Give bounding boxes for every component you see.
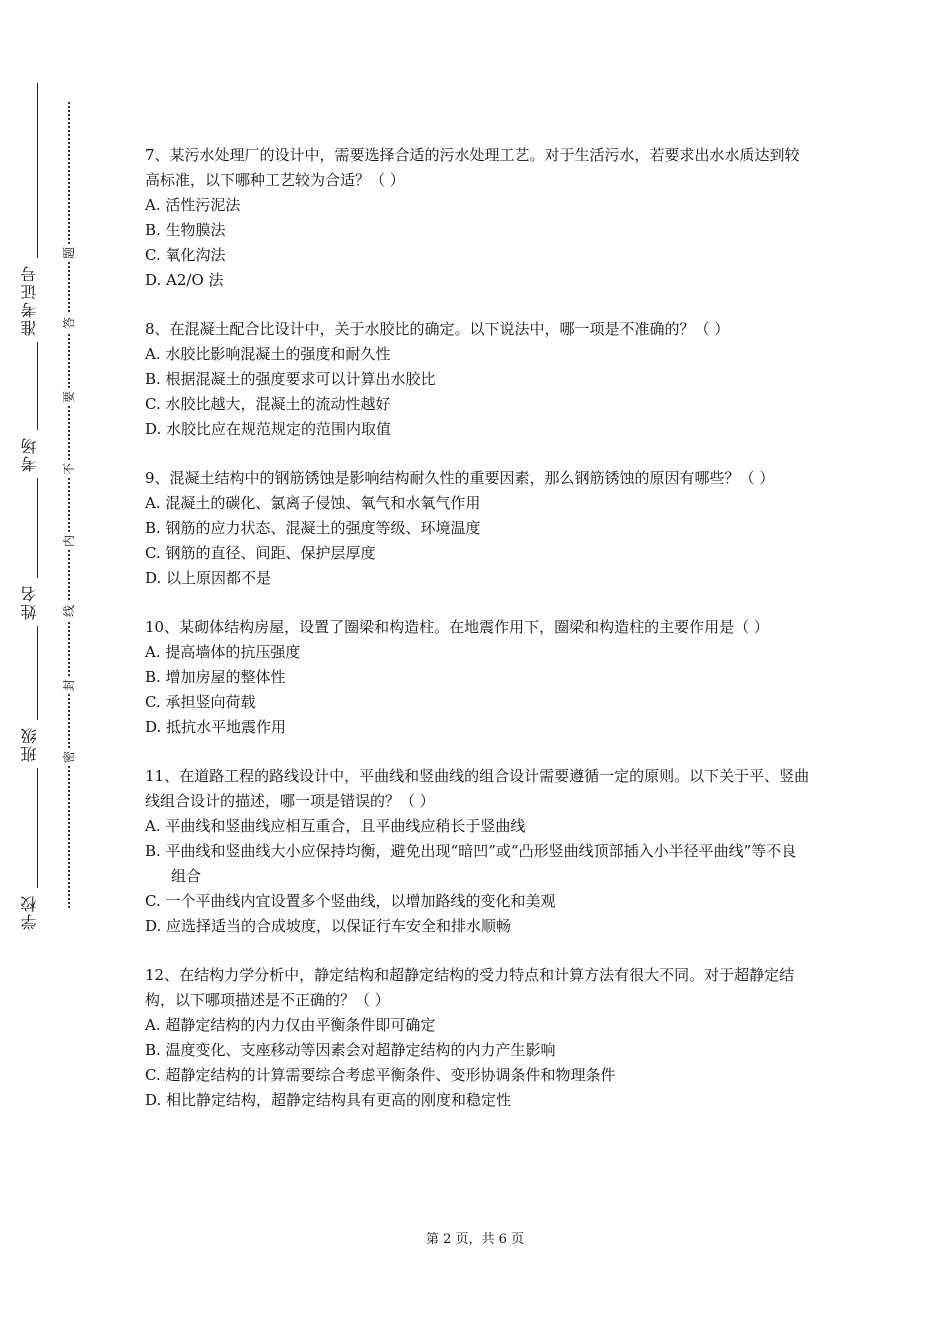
option-d: D. 应选择适当的合成坡度，以保证行车安全和排水顺畅 [145, 917, 512, 935]
question-stem: 11、在道路工程的路线设计中，平曲线和竖曲线的组合设计需要遵循一定的原则。以下关于平、竖曲线组合设计的描述，哪一项是错误的？（ ） [145, 767, 810, 810]
seal-char: 答 [60, 314, 78, 332]
option-b: B. 根据混凝土的强度要求可以计算出水胶比 [145, 370, 436, 388]
binding-field-class: 班级 [22, 720, 52, 768]
seal-char: 题 [60, 244, 78, 262]
option-a: A. 活性污泥法 [145, 196, 241, 214]
option-d: D. A2/O 法 [145, 271, 224, 289]
option-a: A. 水胶比影响混凝土的强度和耐久性 [145, 345, 391, 363]
binding-field-exam-number: 准考证号 [22, 258, 52, 342]
option-c: C. 一个平曲线内宜设置多个竖曲线，以增加路线的变化和美观 [145, 892, 556, 910]
seal-char: 内 [60, 532, 78, 550]
option-a: A. 平曲线和竖曲线应相互重合，且平曲线应稍长于竖曲线 [145, 817, 526, 835]
option-b: B. 钢筋的应力状态、混凝土的强度等级、环境温度 [145, 519, 481, 537]
question-stem: 8、在混凝土配合比设计中，关于水胶比的确定。以下说法中，哪一项是不准确的？（ ） [145, 320, 730, 338]
option-a: A. 提高墙体的抗压强度 [145, 643, 301, 661]
option-d: D. 水胶比应在规范规定的范围内取值 [145, 420, 392, 438]
question-8 [145, 317, 810, 442]
seal-char: 封 [60, 676, 78, 694]
question-stem: 12、在结构力学分析中，静定结构和超静定结构的受力特点和计算方法有很大不同。对于超静定结构，以下哪项描述是不正确的？（ ） [145, 966, 795, 1009]
option-c: C. 承担竖向荷载 [145, 693, 256, 711]
binding-solid-line [37, 83, 38, 925]
option-c: C. 钢筋的直径、间距、保护层厚度 [145, 544, 376, 562]
option-c: C. 超静定结构的计算需要综合考虑平衡条件、变形协调条件和物理条件 [145, 1066, 616, 1084]
question-list [145, 143, 810, 1137]
option-c: C. 氧化沟法 [145, 246, 226, 264]
seal-char: 密 [60, 748, 78, 766]
question-10 [145, 615, 810, 740]
option-b: B. 温度变化、支座移动等因素会对超静定结构的内力产生影响 [145, 1041, 556, 1059]
option-c: C. 水胶比越大，混凝土的流动性越好 [145, 395, 391, 413]
seal-char: 要 [60, 388, 78, 406]
option-b: B. 平曲线和竖曲线大小应保持均衡，避免出现“暗凹”或“凸形竖曲线顶部插入小半径平曲线”等不良组合 [145, 842, 797, 885]
option-b: B. 增加房屋的整体性 [145, 668, 286, 686]
seal-char: 线 [60, 602, 78, 620]
seal-char: 不 [60, 460, 78, 478]
question-9 [145, 466, 810, 591]
binding-margin [0, 0, 110, 1344]
option-a: A. 混凝土的碳化、氯离子侵蚀、氧气和水氧气作用 [145, 494, 481, 512]
question-12 [145, 963, 810, 1113]
question-11 [145, 764, 810, 939]
option-d: D. 以上原因都不是 [145, 569, 272, 587]
binding-dotted-line [68, 102, 70, 908]
question-7 [145, 143, 810, 293]
option-d: D. 抵抗水平地震作用 [145, 718, 287, 736]
option-d: D. 相比静定结构，超静定结构具有更高的刚度和稳定性 [145, 1091, 512, 1109]
binding-field-school: 学校 [22, 888, 52, 936]
question-stem: 9、混凝土结构中的钢筋锈蚀是影响结构耐久性的重要因素，那么钢筋锈蚀的原因有哪些？（ ） [145, 469, 775, 487]
option-b: B. 生物膜法 [145, 221, 226, 239]
binding-field-name: 姓名 [22, 578, 52, 626]
question-stem: 7、某污水处理厂的设计中，需要选择合适的污水处理工艺。对于生活污水，若要求出水水质达到较高标准，以下哪种工艺较为合适？（ ） [145, 146, 800, 189]
binding-field-exam-room: 考场 [22, 430, 52, 478]
option-a: A. 超静定结构的内力仅由平衡条件即可确定 [145, 1016, 436, 1034]
question-stem: 10、某砌体结构房屋，设置了圈梁和构造柱。在地震作用下，圈梁和构造柱的主要作用是（ ） [145, 618, 769, 636]
page-footer: 第 2 页，共 6 页 [425, 1232, 525, 1247]
